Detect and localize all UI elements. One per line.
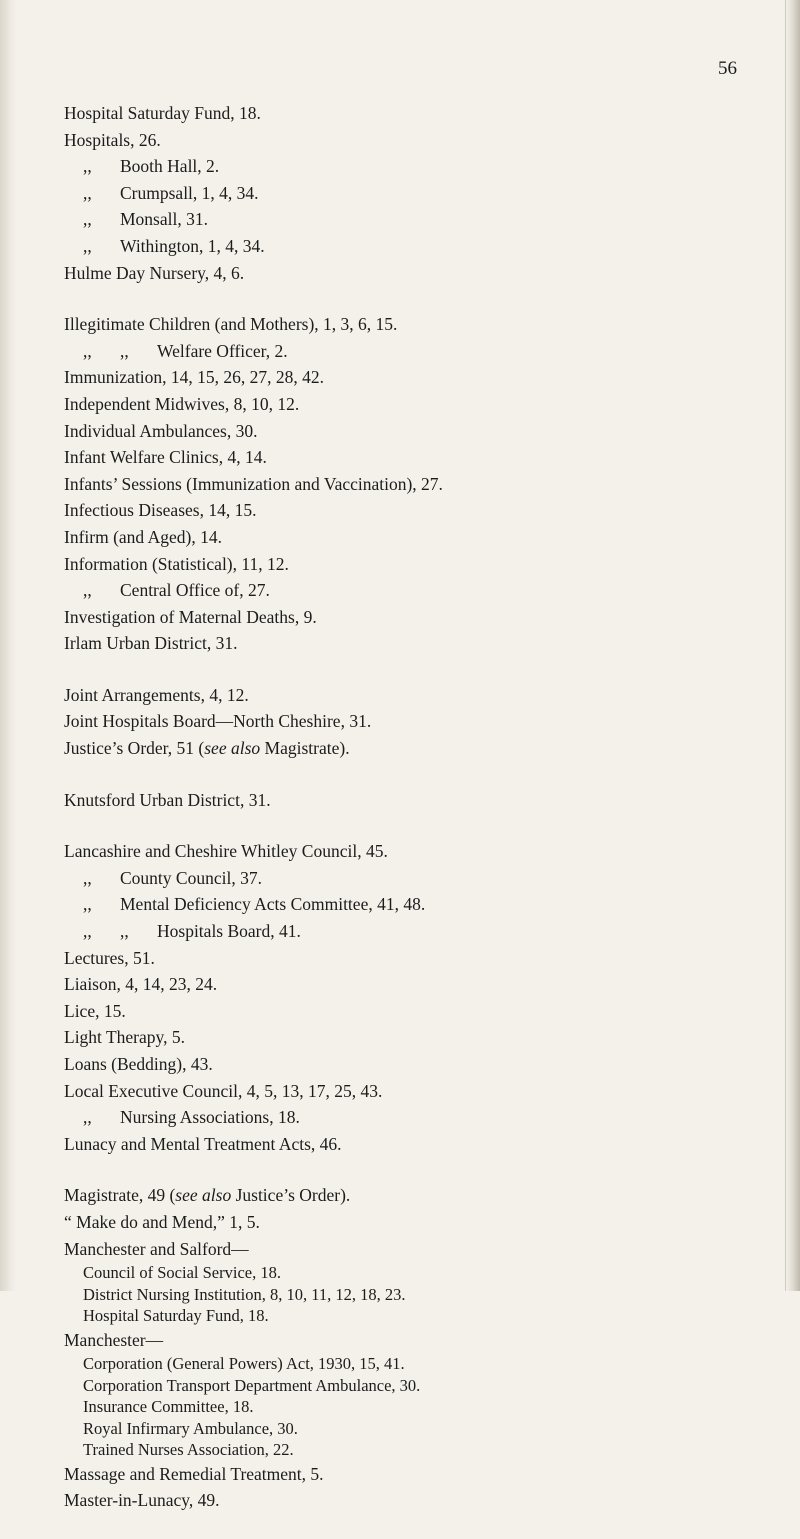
ditto-mark: ,, xyxy=(83,156,92,177)
index-entry xyxy=(64,865,754,892)
entry-text: Independent Midwives, 8, 10, 12. xyxy=(64,393,300,414)
entry-text: Irlam Urban District, 31. xyxy=(64,633,238,654)
index-entry xyxy=(64,338,754,365)
entry-text: Individual Ambulances, 30. xyxy=(64,420,258,441)
ditto-mark: ,, xyxy=(83,921,92,942)
entry-text: Insurance Committee, 18. xyxy=(83,1397,254,1417)
entry-text: Lice, 15. xyxy=(64,1000,126,1021)
index-entry xyxy=(64,682,754,709)
entry-text: Hospital Saturday Fund, 18. xyxy=(64,103,261,123)
entry-text: Justice’s Order, 51 ( xyxy=(64,738,205,759)
index-list xyxy=(64,100,754,1539)
index-entry xyxy=(64,418,754,445)
index-entry xyxy=(64,1131,754,1158)
entry-text: Crumpsall, 1, 4, 34. xyxy=(120,182,259,203)
index-entry xyxy=(64,260,754,287)
entry-text: Lancashire and Cheshire Whitley Council, 45. xyxy=(64,841,388,862)
index-entry xyxy=(64,1327,754,1354)
ditto-mark: ,, xyxy=(83,580,92,601)
index-entry xyxy=(64,180,754,207)
ditto-mark: ,, xyxy=(83,894,92,915)
entry-text: Joint Arrangements, 4, 12. xyxy=(64,684,249,705)
index-entry xyxy=(64,444,754,471)
index-entry xyxy=(64,787,754,814)
index-subentry xyxy=(64,1418,754,1440)
entry-text: Magistrate, 49 ( xyxy=(64,1185,176,1206)
entry-text: Investigation of Maternal Deaths, 9. xyxy=(64,606,317,627)
index-group xyxy=(64,838,754,1157)
index-entry xyxy=(64,971,754,998)
index-entry xyxy=(64,630,754,657)
entry-text: Lunacy and Mental Treatment Acts, 46. xyxy=(64,1133,342,1154)
entry-text: Nursing Associations, 18. xyxy=(120,1107,300,1128)
index-entry xyxy=(64,524,754,551)
index-entry xyxy=(64,471,754,498)
index-entry xyxy=(64,153,754,180)
index-subentry xyxy=(64,1262,754,1284)
entry-text: Corporation Transport Department Ambulance, 30. xyxy=(83,1375,421,1395)
entry-text: Massage and Remedial Treatment, 5. xyxy=(64,1463,324,1484)
entry-text: Monsall, 31. xyxy=(120,209,208,230)
index-entry xyxy=(64,998,754,1025)
index-entry xyxy=(64,577,754,604)
index-entry xyxy=(64,364,754,391)
index-group xyxy=(64,1182,754,1514)
entry-text: District Nursing Institution, 8, 10, 11, 12, 18, 23. xyxy=(83,1284,406,1304)
index-entry xyxy=(64,311,754,338)
index-group xyxy=(64,682,754,762)
ditto-mark: ,, xyxy=(120,921,129,942)
entry-text: Hospitals Board, 41. xyxy=(157,921,301,942)
ditto-mark: ,, xyxy=(83,1107,92,1128)
entry-text: Trained Nurses Association, 22. xyxy=(83,1440,294,1460)
entry-text: Immunization, 14, 15, 26, 27, 28, 42. xyxy=(64,367,325,388)
page-edge-right xyxy=(785,0,800,1291)
index-entry xyxy=(64,127,754,154)
entry-text: Joint Hospitals Board—North Cheshire, 31. xyxy=(64,711,372,732)
entry-text: Booth Hall, 2. xyxy=(120,156,220,177)
index-entry xyxy=(64,100,754,127)
ditto-mark: ,, xyxy=(83,182,92,203)
entry-text: Infants’ Sessions (Immunization and Vaccination), 27. xyxy=(64,473,443,494)
index-entry xyxy=(64,1182,754,1209)
index-entry xyxy=(64,391,754,418)
index-subentry xyxy=(64,1396,754,1418)
entry-text: Royal Infirmary Ambulance, 30. xyxy=(83,1418,298,1438)
entry-text: Infectious Diseases, 14, 15. xyxy=(64,500,257,521)
entry-text: Manchester and Salford— xyxy=(64,1238,249,1259)
index-entry xyxy=(64,1078,754,1105)
entry-text: Infant Welfare Clinics, 4, 14. xyxy=(64,447,267,468)
index-entry xyxy=(64,891,754,918)
entry-text: Corporation (General Powers) Act, 1930, 15, 41. xyxy=(83,1354,405,1374)
index-entry xyxy=(64,945,754,972)
index-entry xyxy=(64,918,754,945)
index-entry xyxy=(64,497,754,524)
index-entry xyxy=(64,1487,754,1514)
index-entry xyxy=(64,708,754,735)
ditto-mark: ,, xyxy=(83,340,92,361)
index-entry xyxy=(64,1024,754,1051)
index-entry xyxy=(64,1461,754,1488)
entry-text: Council of Social Service, 18. xyxy=(83,1263,281,1283)
entry-text: Mental Deficiency Acts Committee, 41, 48. xyxy=(120,894,426,915)
index-subentry xyxy=(64,1305,754,1327)
entry-cross-reference: see also xyxy=(175,1185,232,1206)
index-entry xyxy=(64,1104,754,1131)
entry-text: Loans (Bedding), 43. xyxy=(64,1054,213,1074)
entry-text: Infirm (and Aged), 14. xyxy=(64,526,222,547)
index-entry xyxy=(64,551,754,578)
entry-text-after: Magistrate). xyxy=(260,738,350,759)
index-subentry xyxy=(64,1375,754,1397)
entry-text: Light Therapy, 5. xyxy=(64,1027,186,1048)
ditto-mark: ,, xyxy=(83,209,92,230)
ditto-mark: ,, xyxy=(120,340,129,361)
entry-text: Master-in-Lunacy, 49. xyxy=(64,1490,220,1511)
index-subentry xyxy=(64,1284,754,1306)
index-group xyxy=(64,311,754,657)
entry-text: Welfare Officer, 2. xyxy=(157,340,288,361)
entry-text-after: Justice’s Order). xyxy=(231,1185,351,1206)
entry-text: Hospitals, 26. xyxy=(64,129,161,150)
entry-text: “ Make do and Mend,” 1, 5. xyxy=(64,1211,260,1232)
entry-text: Hulme Day Nursery, 4, 6. xyxy=(64,262,245,283)
entry-text: Manchester— xyxy=(64,1329,164,1350)
index-subentry xyxy=(64,1353,754,1375)
entry-text: Local Executive Council, 4, 5, 13, 17, 25, 43. xyxy=(64,1080,383,1101)
index-entry xyxy=(64,233,754,260)
entry-text: Withington, 1, 4, 34. xyxy=(120,235,265,256)
entry-text: County Council, 37. xyxy=(120,867,262,888)
page-number: 56 xyxy=(718,58,737,79)
entry-text: Lectures, 51. xyxy=(64,947,155,968)
entry-text: Knutsford Urban District, 31. xyxy=(64,789,271,810)
index-subentry xyxy=(64,1439,754,1461)
entry-text: Information (Statistical), 11, 12. xyxy=(64,553,289,574)
ditto-mark: ,, xyxy=(83,235,92,256)
index-entry xyxy=(64,1236,754,1263)
index-group xyxy=(64,787,754,814)
index-entry xyxy=(64,735,754,762)
index-group xyxy=(64,100,754,286)
entry-text: Illegitimate Children (and Mothers), 1, 3, 6, 15. xyxy=(64,314,398,335)
entry-text: Hospital Saturday Fund, 18. xyxy=(83,1306,269,1326)
entry-text: Liaison, 4, 14, 23, 24. xyxy=(64,974,218,995)
entry-cross-reference: see also xyxy=(204,738,261,759)
entry-text: Central Office of, 27. xyxy=(120,580,270,601)
index-entry xyxy=(64,206,754,233)
ditto-mark: ,, xyxy=(83,867,92,888)
page-edge-left xyxy=(0,0,16,1291)
index-entry xyxy=(64,1209,754,1236)
index-entry xyxy=(64,838,754,865)
index-entry xyxy=(64,1051,754,1078)
index-entry xyxy=(64,604,754,631)
